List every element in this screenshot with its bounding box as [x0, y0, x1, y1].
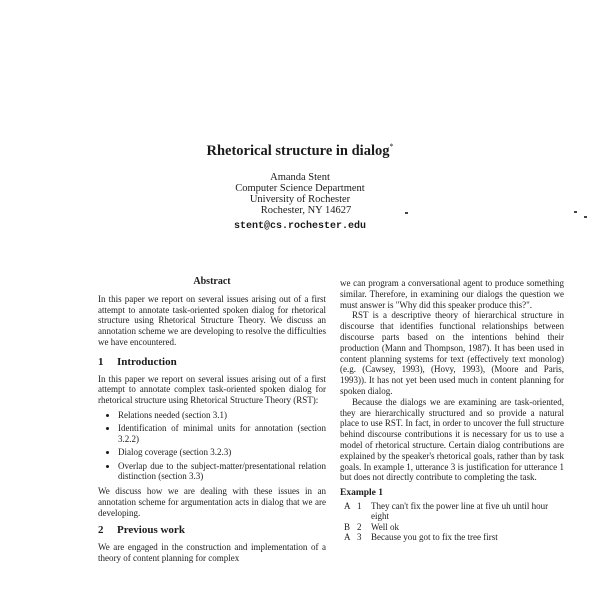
affiliation-university: University of Rochester [249, 194, 351, 205]
scan-speck [584, 216, 587, 218]
list-item: • Overlap due to the subject-matter/presentational relation distinction (section 3.3) [118, 461, 326, 482]
example-heading: Example 1 [340, 488, 384, 499]
right-paragraph-1: we can program a conversational agent to produce something similar. Therefore, in examining our dialogs the question we must answer is "Why did this speaker produce this?". [340, 278, 564, 310]
list-item: • Dialog coverage (section 3.2.3) [118, 447, 326, 458]
title-footnote-mark: * [389, 142, 394, 151]
section-heading-previous-work: 2 Previous work [98, 524, 185, 537]
previous-work-paragraph: We are engaged in the construction and implementation of a theory of content planning for complex [98, 542, 326, 563]
utterance-text: Because you got to fix the tree first [371, 532, 498, 543]
right-column [340, 278, 564, 543]
affiliation-city: Rochester, NY 14627 [260, 205, 352, 216]
utterance-text: Well ok [371, 521, 400, 532]
example-utterance [340, 532, 564, 543]
utterance-number: 3 [357, 532, 362, 543]
rst-paragraph: RST is a descriptive theory of hierarchical structure in discourse that identifies functional relationships between discourse parts based on the intentions behind their production (Mann and Thompson, 1987). It has been used in content planning systems for text (effectively text monolog) (e.g. (Cawsey, 1993), (Hovy, 1993), (Moore and Paris, 1993)). It has not yet been used much in content planning for spoken dialog. [340, 310, 564, 396]
intro-paragraph: In this paper we report on several issues arising out of a first attempt to annotate complex task-oriented spoken dialog for rhetorical structure using Rhetorical Structure Theory (RST): [98, 373, 326, 406]
author-email: stent@cs.rochester.edu [233, 221, 367, 232]
speaker-label: A [344, 532, 351, 543]
abstract-text: In this paper we report on several issues arising out of a first attempt to annotate task-oriented spoken dialog for rhetorical structure using Rhetorical Structure Theory. We discuss an annotation scheme we are developing to resolve the difficulties we have encountered. [98, 293, 326, 347]
list-item: • Identification of minimal units for annotation (section 3.2.2) [118, 423, 326, 444]
paper-title: Rhetorical structure in dialog* [206, 142, 394, 159]
speaker-label: A [344, 500, 351, 511]
speaker-label: B [344, 521, 351, 532]
utterance-text: They can't fix the power line at five uh until hour eight [371, 500, 549, 522]
utterance-number: 2 [357, 521, 362, 532]
dialog-paragraph: Because the dialogs we are examining are task-oriented, they are hierarchically structured and so provide a natural place to use RST. In fact, in order to uncover the full structure behind discourse contributions it is necessary for us to use a model of rhetorical structure. Certain dialog contributions are explained by the speaker's rhetorical goals, rather than by task goals. In example 1, utterance 3 is justification for utterance 1 but does not directly contribute to completing the task. [340, 396, 564, 483]
section-heading-introduction: 1 Introduction [98, 355, 177, 368]
example-utterance [340, 522, 564, 533]
intro-paragraph-2: We discuss how we are dealing with these issues in an annotation scheme for argumentation acts in dialog that we are developing. [98, 485, 326, 518]
list-item: • Relations needed (section 3.1) [118, 410, 326, 421]
abstract-heading: Abstract [193, 276, 231, 287]
intro-issue-list [98, 410, 326, 482]
utterance-number: 1 [357, 500, 362, 511]
example-utterance [340, 501, 564, 522]
left-column [98, 277, 326, 564]
affiliation-department: Computer Science Department [235, 183, 365, 194]
scan-speck [405, 212, 408, 214]
author-name: Amanda Stent [270, 172, 330, 183]
scan-speck [574, 211, 577, 213]
